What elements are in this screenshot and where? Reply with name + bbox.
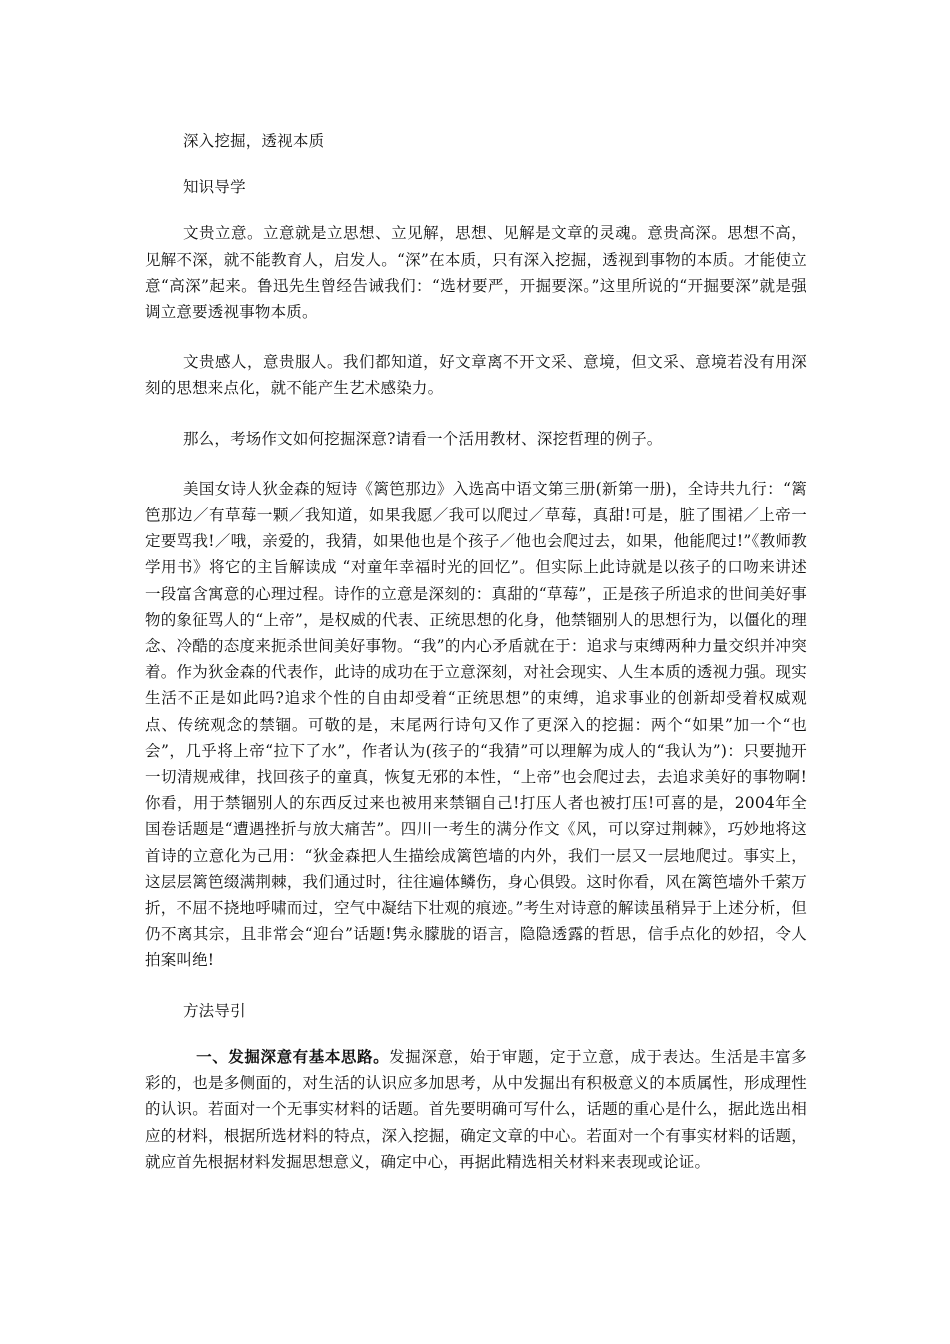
method-paragraph-1 (145, 1044, 807, 1175)
method-1-lead: 一、发掘深意有基本思路。 (196, 1046, 390, 1066)
paragraph-4: 美国女诗人狄金森的短诗《篱笆那边》入选高中语文第三册(新第一册)，全诗共九行：“篱笆那边／有草莓一颗／我知道，如果我愿／我可以爬过／草莓，真甜!可是，脏了围裙／上帝一定要骂我!／哦，亲爱的，我猜，如果他也是个孩子／他也会爬过去，如果，他能爬过!”《教师教学用书》将它的主旨解读成 “对童年幸福时光的回忆”。但实际上此诗就是以孩子的口吻来讲述一段富含寓意的心理过程。诗作的立意是深刻的：真甜的“草莓”，正是孩子所追求的世间美好事物的象征骂人的“上帝”，是权威的代表、正统思想的化身，他禁锢别人的思想行为，以僵化的理念、冷酷的态度来扼杀世间美好事物。“我”的内心矛盾就在于：追求与束缚两种力量交织并冲突着。作为狄金森的代表作，此诗的成功在于立意深刻，对社会现实、人生本质的透视力强。现实生活不正是如此吗?追求个性的自由却受着“正统思想”的束缚，追求事业的创新却受着权威观点、传统观念的禁锢。可敬的是，末尾两行诗句又作了更深入的挖掘：两个“如果”加一个“也会”，几乎将上帝“拉下了水”，作者认为(孩子的“我猜”可以理解为成人的“我认为”)：只要抛开一切清规戒律，找回孩子的童真，恢复无邪的本性，“上帝”也会爬过去，去追求美好的事物啊!你看，用于禁锢别人的东西反过来也被用来禁锢自己!打压人者也被打压!可喜的是，2004年全国卷话题是“遭遇挫折与放大痛苦”。四川一考生的满分作文《风，可以穿过荆棘》，巧妙地将这首诗的立意化为己用：“狄金森把人生描绘成篱笆墙的内外，我们一层又一层地爬过。事实上，这层层篱笆缀满荆棘，我们通过时，往往遍体鳞伤，身心俱毁。这时你看，风在篱笆墙外千萦万折，不屈不挠地呼啸而过，空气中凝结下壮观的痕迹。”考生对诗意的解读虽稍异于上述分析，但仍不离其宗，且非常会“迎台”话题!隽永朦胧的语言，隐隐透露的哲思，信手点化的妙招，令人拍案叫绝! (145, 479, 807, 970)
method-1-text: 发掘深意，始于审题，定于立意，成于表达。生活是丰富多彩的，也是多侧面的，对生活的认识应多加思考，从中发掘出有积极意义的本质属性，形成理性的认识。若面对一个无事实材料的话题。首先要明确可写什么，话题的重心是什么，据此选出相应的材料，根据所选材料的特点，深入挖掘，确定文章的中心。若面对一个有事实材料的话题，就应首先根据材料发掘思想意义，确定中心，再据此精选相关材料来表现或论证。 (145, 1047, 808, 1171)
paragraph-2: 文贵感人，意贵服人。我们都知道，好文章离不开文采、意境，但文采、意境若没有用深刻的思想来点化，就不能产生艺术感染力。 (145, 353, 807, 398)
document-body (145, 128, 807, 1175)
paragraph-1: 文贵立意。立意就是立思想、立见解，思想、见解是文章的灵魂。意贵高深。思想不高，见解不深，就不能教育人，启发人。“深”在本质，只有深入挖掘，透视到事物的本质。才能使立意“高深”起来。鲁迅先生曾经告诫我们：“选材要严，开掘要深。”这里所说的“开掘要深”就是强调立意要透视事物本质。 (145, 224, 807, 322)
document-title: 深入挖掘，透视本质 (182, 132, 325, 150)
section-heading-knowledge: 知识导学 (182, 178, 246, 197)
paragraph-3: 那么，考场作文如何挖掘深意?请看一个活用教材、深挖哲理的例子。 (182, 429, 663, 448)
section-heading-method: 方法导引 (182, 1001, 246, 1020)
